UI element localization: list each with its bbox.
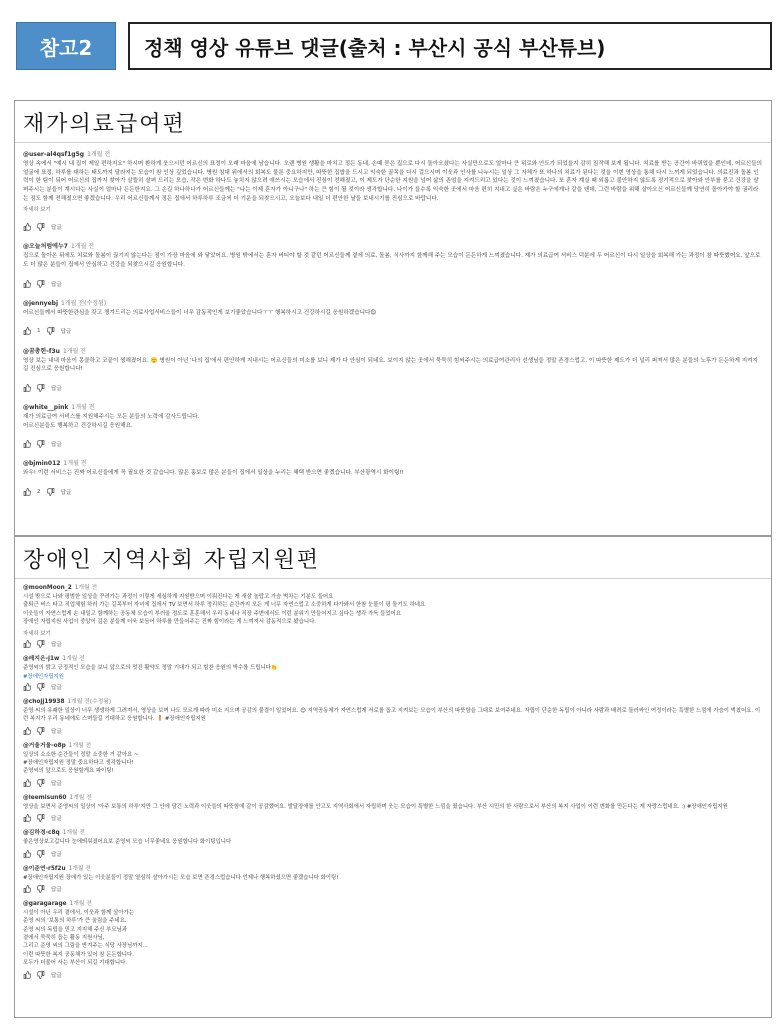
comment-actions (23, 223, 763, 231)
section-title: 재가의료급여편 (15, 101, 771, 143)
comment-timestamp: 1개월 전 (68, 742, 92, 749)
thumbs-up-icon[interactable] (23, 683, 31, 691)
thumbs-up-icon[interactable] (23, 640, 31, 648)
comment-item (15, 693, 771, 737)
comment-timestamp: 1개월 전 (71, 403, 95, 411)
comment-item (15, 396, 771, 452)
reply-button[interactable]: 답글 (51, 780, 62, 787)
comment-timestamp: 1개월 전 (62, 347, 87, 355)
reply-button[interactable]: 답글 (51, 281, 62, 288)
section-title: 장애인 지역사회 자립지원편 (15, 537, 771, 579)
reply-button[interactable]: 답글 (51, 442, 62, 449)
comment-text: 좋은영상보고갑니다 눈에띄워졌어요보 준영씨 모습 너무좋네요 응원합니다 화이팅입니다 (23, 839, 232, 846)
comment-header (23, 241, 763, 250)
comment-actions (23, 850, 763, 858)
thumbs-up-icon[interactable] (23, 327, 31, 335)
reply-button[interactable]: 답글 (51, 816, 62, 823)
comment-author[interactable]: @bjmin012 (23, 460, 61, 468)
comment-actions (23, 971, 763, 979)
thumbs-down-icon[interactable] (37, 223, 45, 231)
comment-item (15, 292, 771, 340)
comment-header (23, 402, 763, 411)
thumbs-up-icon[interactable] (23, 850, 31, 858)
comment-list (15, 579, 771, 981)
read-more-link[interactable]: 자세히 보기 (23, 207, 51, 214)
comment-timestamp: 1개월 전 (63, 460, 87, 468)
comment-header (23, 827, 763, 836)
comment-text: 시설 밖으로 나와 평범한 일상을 꾸려가는 과정이 이렇게 세심하게 지원받으며 이뤄진다는 게 새삼 놀랍고 가슴 벅차는 기분도 들어요 출퇴근 버스 타고 직업체험 하러 가는 길목부터 자녀에 집에서 TV 보면서 하루 정리하는 순간까지 모든 게 너무 자연스럽고 소중하게 다가와서 한참 눈물이 핑 돌기도 하네요 이웃들이 자연스럽게 손 내밀고 함께하는 공동체 모습이 부러울 정도로 훈훈해서 우리 동네나 직장 주변에서도 이런 분위기 만들어지고 싶다는 생각 가득 들었어요 장애인 자립지원 사업이 중앙이 깊은 분들께 더욱 보듬어 하루를 만들어주는 진짜 힘이라는 게 느껴져서 감동적으로 봤습니다. (23, 594, 426, 626)
comment-timestamp: 1개월 전 (62, 830, 85, 837)
comment-author[interactable]: @leemisun60 (23, 794, 67, 801)
comment-author[interactable]: @김하경-c8q (23, 830, 60, 837)
thumbs-up-icon[interactable] (23, 384, 31, 392)
reply-button[interactable]: 답글 (51, 851, 62, 858)
comment-item (15, 860, 771, 895)
comment-actions (23, 440, 763, 448)
thumbs-up-icon[interactable] (23, 488, 31, 496)
comment-item (15, 737, 771, 789)
comment-text: 준영 씨의 유쾌한 일상이 너무 생생하게 그려져서, 영상을 보며 나도 모르게 따라 미소 지으며 공감의 물결이 일었어요. 😊 지역공동체가 자연스럽게 서로를 돕고 지켜보는 모습이 부산의 따뜻함을 그대로 보여주네요. 자립이 단순한 독립이 아니라 사람과 배려로 둘러싸인 여정이라는 특별한 느낌에 가슴이 벅찼어요. 이런 복지가 우리 동네에도 스며들길 기대하고 응원합니다. 🧍 #장애인자립지원 (23, 707, 761, 723)
comment-timestamp: 1개월 전 (74, 585, 98, 591)
comment-author[interactable]: @user-al4qsf1g5g (23, 151, 85, 158)
comment-item (15, 895, 771, 981)
comment-header (23, 696, 763, 705)
thumbs-down-icon[interactable] (37, 850, 45, 858)
comment-text: 집으로 돌아온 뒤에도 치료와 돌봄이 끊기지 않는다는 점이 가장 마음에 와 닿았어요. 병원 밖에서는 혼자 버티야 할 것 같던 어르신들께 곁에 의료, 돌봄, 식사까지 함께해 주는 모습이 든든하게 느껴졌습니다. 재가 의료급여 서비스 덕분에 두 어르신이 다시 일상을 회복해 가는 과정이 참 따뜻했어요. 앞으로도 더 많은 분들이 집에서 안심하고 건강을 되찾으시길 응원합니다. (23, 253, 761, 268)
comment-item (15, 235, 771, 291)
thumbs-down-icon[interactable] (47, 488, 55, 496)
comment-header (23, 740, 763, 749)
reply-button[interactable]: 답글 (60, 329, 72, 336)
thumbs-down-icon[interactable] (37, 384, 45, 392)
comment-author[interactable]: @chojj19938 (23, 698, 65, 705)
page-title: 정책 영상 유튜브 댓글(출처 : 부산시 공식 부산튜브) (128, 22, 772, 70)
comment-timestamp: 1개월 전 (70, 243, 95, 251)
comment-list (15, 143, 771, 500)
comment-text: 영상 속에서 "예시 내 집이 제일 편하지요" 하시며 환하게 웃으시던 어르신의 표정이 오래 마음에 남습니다. 오랜 병원 생활을 마치고 정든 동네, 손때 묻은 집으로 다시 돌아오셨다는 사실만으로도 얼마나 큰 위로와 안도가 되었을지 감히 짐작해 보게 됩니다. 치료를 받는 공간이 바뀌었을 뿐인데, 어르신들의 얼굴에 표정, 하루를 대하는 태도까지 달라지는 모습이 참 인상 깊었습니다. 병원 침대 위에서의 회복도 물론 중요하지만, 따뜻한 집밥을 드시고 익숙한 골목을 다시 걸으시며 이웃과 인사를 나누시는 일상 그 자체가 또 하나의 치료가 된다는 것을 이번 영상을 통해 다시 느끼게 되었습니다. 의료진과 돌봄 인력이 한 팀이 되어 어르신의 집까지 찾아가 살뜰히 살펴 드리는 모습, 작은 변화 하나도 놓치지 않으려 애쓰시는 모습에서 진심이 전해졌고, 이 제도가 단순한 지원을 넘어 삶의 존엄을 지켜드리고 있다는 것이 느껴졌습니다. 또 혼자 계실 때 외롭고 불안하지 않도록 정기적으로 찾아와 안부를 묻고 건강을 살펴주시는 분들이 계시다는 사실이 얼마나 든든한지요. 그 손길 하나하나가 어르신들께는 "나는 이제 혼자가 아니구나" 하는 큰 힘이 될 것이라 생각합니다. 나이가 들수록 익숙한 곳에서 마음 편히 지내고 싶은 바람은 누구에게나 같을 텐데, 그런 바람을 위해 살아오신 어르신들께 당연히 돌아가야 할 권리라는 점도 함께 전해졌으면 좋겠습니다. 우리 어르신들께서 정든 집에서 하루하루 조금씩 더 기운을 되찾으시고, 오늘보다 내일 더 편안한 날들 보내시기를 진심으로 바랍니다. (23, 161, 762, 202)
thumbs-up-icon[interactable] (23, 885, 31, 893)
comment-timestamp: 1개월 전 (68, 865, 91, 872)
comment-header (23, 863, 763, 872)
comment-timestamp: 1개월 전 (69, 794, 92, 801)
comment-item (15, 452, 771, 500)
reply-button[interactable]: 답글 (51, 641, 62, 648)
comment-timestamp: 1개월 전 (62, 655, 85, 662)
comment-text: 영상을 보면서 준영씨의 일상이 '아주 보통의 하루'지만 그 안에 담긴 노력과 이웃들의 따뜻함에 같이 공감했어요. 발달장애를 안고도 지역사회에서 자립하며 웃는 모습이 특별한 느낌을 줬습니다. 부산 시민의 한 사람으로서 부산의 복지 사업이 이런 변화를 만든다는 게 자랑스럽네요. :) #장애인자립지원 (23, 803, 728, 810)
comment-hashtag[interactable]: #장애인자립지원 (23, 673, 64, 680)
reply-button[interactable]: 답글 (51, 728, 62, 735)
comment-header (23, 653, 763, 662)
comment-author[interactable]: @거울거울-o8p (23, 742, 66, 749)
comment-item (15, 789, 771, 824)
comment-author[interactable]: @이준연-r5f2u (23, 865, 66, 872)
comment-actions (23, 327, 763, 335)
thumbs-up-icon[interactable] (23, 971, 31, 979)
comment-author[interactable]: @레지온-j1w (23, 655, 60, 662)
comment-actions (23, 814, 763, 822)
comment-actions (23, 280, 763, 288)
comment-text: 와우! 이런 서비스는 진짜 어르신들에게 꼭 필요한 것 같습니다. 많은 홍보로 많은 분들이 집에서 일상을 누리는 혜택 받으면 좋겠습니다. 부산광역시 화이팅!! (23, 470, 404, 477)
comment-item (15, 650, 771, 693)
thumbs-up-icon[interactable] (23, 440, 31, 448)
thumbs-down-icon[interactable] (37, 640, 45, 648)
read-more-link[interactable]: 자세히 보기 (23, 630, 51, 637)
comment-text: #장애인자립지원 장애가 있는 이웃분들이 정말 열심히 살아가시는 모습 보면 존경스럽습니다 언제나 행복하셨으면 좋겠습니다 화이팅! (23, 874, 339, 881)
comment-actions (23, 683, 763, 691)
comment-text: 시설이 아닌 우리 곁에서, 이웃과 함께 살아가는 준영 씨의 '보통의 하루'가 큰 울림을 주네요. 준영 씨의 독립을 믿고 지지해 주신 부모님과 곁에서 묵묵히 돕는 활동 지원사님, 그리고 준영 씨의 그림을 반겨주는 식당 사장님까지... 이런 따뜻한 복지 공동체가 있어 참 든든합니다. 모두가 더불어 사는 부산이 되길 기대합니다. (23, 909, 148, 967)
comment-text: 어르신들께서 따뜻한관심을 갖고 챙겨드리는 의료사업서비스들이 너무 감동적인게 보기좋았습니다ㅜㅜ 행복하시고 건강하시길 응원하겠습니다😊 (23, 309, 377, 316)
reply-button[interactable]: 답글 (51, 886, 62, 893)
comment-header (23, 298, 763, 307)
comment-header (23, 346, 763, 355)
like-count: 1 (37, 328, 41, 335)
comment-actions (23, 384, 763, 392)
comment-header (23, 149, 763, 158)
comment-author[interactable]: @jennyebj (23, 299, 59, 307)
comment-timestamp: 1개월 전 (69, 900, 92, 907)
comment-author[interactable]: @garagarage (23, 900, 67, 907)
thumbs-up-icon[interactable] (23, 280, 31, 288)
comment-header (23, 458, 763, 467)
section-home-medical-care (14, 100, 772, 536)
comment-item (15, 579, 771, 650)
comment-author[interactable]: @white__pink (23, 403, 69, 411)
comment-item (15, 143, 771, 235)
reply-button[interactable]: 답글 (51, 684, 62, 691)
comment-header (23, 898, 763, 907)
thumbs-down-icon[interactable] (37, 885, 45, 893)
comment-text: 일상의 소소한 순간들이 정말 소중한 거 같아요 ~ #장애인자립지원 정말 중요하다고 생각합니다! 준영씨의 앞으로도 응원할게요 파이팅! (23, 751, 139, 775)
thumbs-up-icon[interactable] (23, 779, 31, 787)
header (16, 22, 772, 70)
reply-button[interactable]: 답글 (60, 489, 72, 496)
thumbs-up-icon[interactable] (23, 223, 31, 231)
thumbs-down-icon[interactable] (37, 727, 45, 735)
like-count: 2 (37, 488, 41, 495)
comment-author[interactable]: @꿈총한-f3u (23, 347, 60, 355)
comment-actions (23, 885, 763, 893)
thumbs-down-icon[interactable] (37, 683, 45, 691)
comment-actions (23, 488, 763, 496)
comment-timestamp: 1개월 전(수정됨) (67, 698, 112, 705)
thumbs-up-icon[interactable] (23, 727, 31, 735)
thumbs-down-icon[interactable] (37, 280, 45, 288)
comment-timestamp: 1개월 전(수정됨) (61, 299, 107, 307)
comment-header (23, 582, 763, 591)
thumbs-down-icon[interactable] (37, 440, 45, 448)
comment-actions (23, 640, 763, 648)
reply-button[interactable]: 답글 (51, 385, 62, 392)
thumbs-down-icon[interactable] (37, 971, 45, 979)
comment-text: 준영씨의 밝고 긍정적인 모습을 보니 앞으로의 멋진 활약도 정말 기대가 되고 힘찬 응원의 박수를 드립니다👏 (23, 664, 278, 671)
thumbs-down-icon[interactable] (47, 327, 55, 335)
reference-tag: 참고2 (16, 22, 116, 70)
comment-actions (23, 779, 763, 787)
comment-timestamp: 1개월 전 (87, 151, 111, 158)
comment-item (15, 340, 771, 396)
thumbs-down-icon[interactable] (37, 814, 45, 822)
comment-actions (23, 727, 763, 735)
thumbs-down-icon[interactable] (37, 779, 45, 787)
thumbs-up-icon[interactable] (23, 814, 31, 822)
comment-text: 영상 보는 내내 마음이 몽클하고 코끝이 찡해졌어요. 🙂 병원이 아닌 '나의 집'에서 편안하게 지내시는 어르신들의 미소를 보니 제가 다 안심이 되네요. 보이지 않는 곳에서 묵묵히 힘써주시는 의료급여관리사 선생님들 정말 존경스럽고, 이 따뜻한 제도가 더 널리 퍼져서 많은 분들의 노후가 든든하게 지켜지길 진심으로 응원합니다! (23, 357, 758, 373)
section-disability-independence (14, 536, 772, 1018)
comment-item (15, 824, 771, 859)
reply-button[interactable]: 답글 (51, 972, 62, 979)
reply-button[interactable]: 답글 (51, 225, 62, 232)
comment-header (23, 792, 763, 801)
comment-author[interactable]: @moonMoon_2 (23, 585, 72, 591)
comment-author[interactable]: @오늘처럼에누7 (23, 243, 68, 251)
comment-text: 재가 의료급여 서비스를 지원해주시는 모든 분들의 노력에 감사드립니다. 어르신분들도 행복하고 건강하시길 응원해요. (23, 413, 200, 429)
